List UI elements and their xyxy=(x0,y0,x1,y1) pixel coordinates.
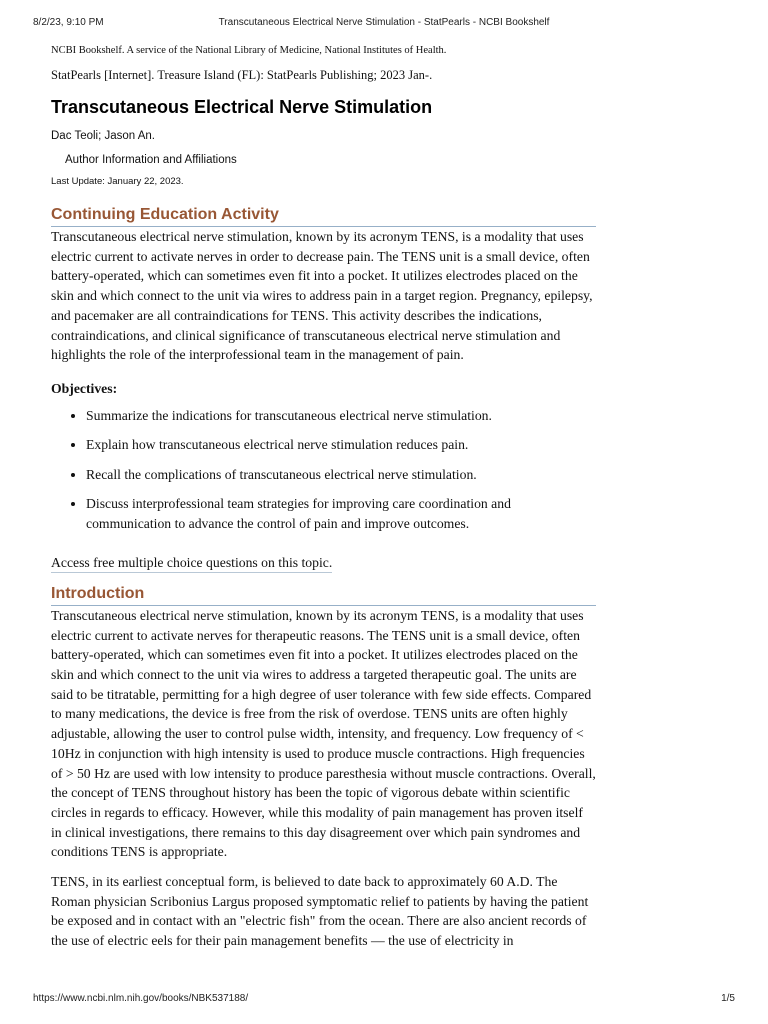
article-title: Transcutaneous Electrical Nerve Stimulation xyxy=(51,97,433,117)
print-url: https://www.ncbi.nlm.nih.gov/books/NBK537188/ xyxy=(33,993,249,1004)
objective-item: • Explain how transcutaneous electrical nerve stimulation reduces pain. xyxy=(86,435,596,455)
page-number: 1/5 xyxy=(721,993,735,1004)
author-affiliations-link[interactable]: Author Information and Affiliations xyxy=(65,154,237,166)
print-page-title: Transcutaneous Electrical Nerve Stimulation - StatPearls - NCBI Bookshelf xyxy=(218,17,550,28)
article xyxy=(51,44,596,951)
objective-item: • Summarize the indications for transcutaneous electrical nerve stimulation. xyxy=(86,406,596,426)
citation: StatPearls [Internet]. Treasure Island (FL): StatPearls Publishing; 2023 Jan-. xyxy=(51,68,433,82)
introduction-paragraph-1: Transcutaneous electrical nerve stimulation, known by its acronym TENS, is a modality that uses electric current to activate nerves for therapeutic reasons. The TENS unit is a small device, often battery-operated, which can sometimes even fit into a pocket. It utilizes electrodes placed on the skin and which connect to the unit via wires to address a targeted therapeutic goal. The units are said to be titratable, permitting for a high degree of user tolerance with few side effects. Compared to many medications, the device is free from the risk of overdose. TENS units are often highly adjustable, allowing the user to control pulse width, intensity, and frequency. Low frequency of < 10Hz in conjunction with high intensity is used to produce muscle contractions. High frequencies of > 50 Hz are used with low intensity to produce paresthesia without muscle contractions. Overall, the concept of TENS throughout history has been the topic of vigorous debate within scientific circles in regards to efficacy. However, while this modality of pain management has proven itself in clinical investigations, there remains to this day disagreement over which pain syndromes and conditions TENS is appropriate. xyxy=(51,607,596,860)
section-heading-continuing-education: Continuing Education Activity xyxy=(51,205,596,227)
ncbi-bookshelf-line: NCBI Bookshelf. A service of the National Library of Medicine, National Institutes of Health. xyxy=(51,45,447,56)
last-update: Last Update: January 22, 2023. xyxy=(51,176,184,187)
print-header xyxy=(33,17,735,31)
access-mcq-link[interactable]: Access free multiple choice questions on this topic. xyxy=(51,553,332,573)
section1-paragraph: Transcutaneous electrical nerve stimulation, known by its acronym TENS, is a modality that uses electric current to activate nerves in order to decrease pain. The TENS unit is a small device, often battery-operated, which can sometimes even fit into a pocket. It utilizes electrodes placed on the skin and which connect to the unit via wires to address pain in a target region. Pregnancy, epilepsy, and pacemaker are all contraindications for TENS. This activity describes the indications, contraindications, and clinical significance of transcutaneous electrical nerve stimulation and highlights the role of the interprofessional team in the management of pain. xyxy=(51,229,593,363)
objective-item: • Recall the complications of transcutaneous electrical nerve stimulation. xyxy=(86,465,596,485)
authors: Dac Teoli; Jason An. xyxy=(51,130,155,142)
objective-item: • Discuss interprofessional team strategies for improving care coordination and communication to advance the control of pain and improve outcomes. xyxy=(86,494,596,534)
print-datetime: 8/2/23, 9:10 PM xyxy=(33,17,104,28)
print-footer xyxy=(33,993,735,1007)
objectives-list xyxy=(51,406,596,535)
introduction-paragraph-2: TENS, in its earliest conceptual form, is believed to date back to approximately 60 A.D. The Roman physician Scribonius Largus proposed symptomatic relief to patients by having the patient be exposed and in contact with an "electric fish" from the ocean. There are also ancient records of the use of electric eels for their pain management benefits — the use of electricity in xyxy=(51,874,589,949)
section-heading-introduction: Introduction xyxy=(51,584,596,606)
objectives-label: Objectives: xyxy=(51,380,118,396)
